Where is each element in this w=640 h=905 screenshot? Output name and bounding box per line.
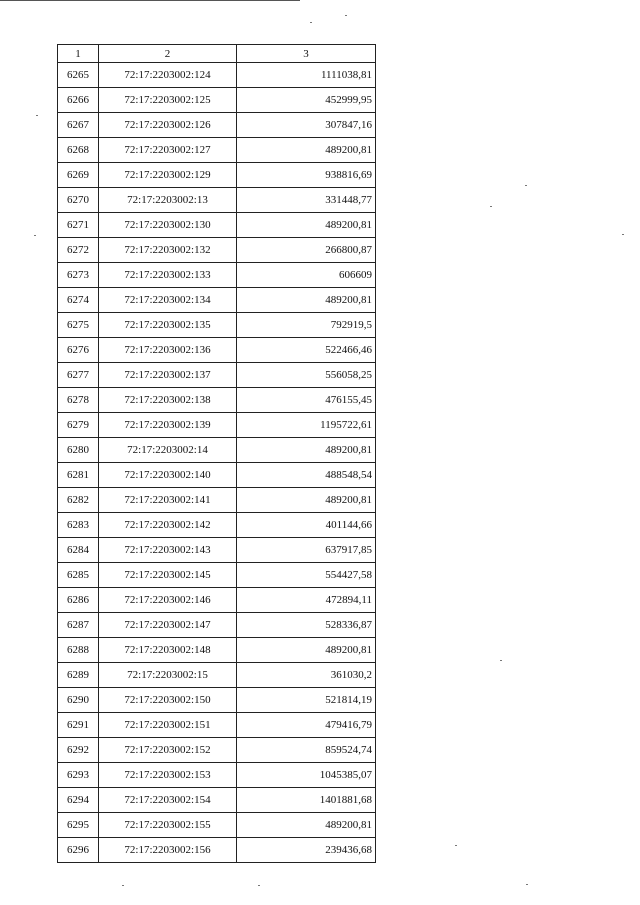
cadastral-number-cell: 72:17:2203002:133 (99, 263, 237, 288)
cadastral-value-cell: 556058,25 (237, 363, 376, 388)
cadastral-number-cell: 72:17:2203002:151 (99, 713, 237, 738)
cadastral-number-cell: 72:17:2203002:155 (99, 813, 237, 838)
cadastral-value-cell: 489200,81 (237, 438, 376, 463)
header-col-2: 2 (99, 45, 237, 63)
cadastral-value-cell: 452999,95 (237, 88, 376, 113)
scan-speck (258, 885, 260, 886)
cadastral-value-cell: 489200,81 (237, 138, 376, 163)
scan-speck (622, 234, 624, 235)
cadastral-number-cell: 72:17:2203002:126 (99, 113, 237, 138)
scan-speck (310, 22, 312, 23)
cadastral-number-cell: 72:17:2203002:130 (99, 213, 237, 238)
cadastral-value-cell: 266800,87 (237, 238, 376, 263)
table-row (58, 538, 376, 563)
table-row (58, 513, 376, 538)
table-row (58, 663, 376, 688)
row-number-cell: 6270 (58, 188, 99, 213)
table-row (58, 838, 376, 863)
row-number-cell: 6267 (58, 113, 99, 138)
table-row (58, 438, 376, 463)
row-number-cell: 6293 (58, 763, 99, 788)
table-row (58, 388, 376, 413)
cadastral-value-cell: 528336,87 (237, 613, 376, 638)
cadastral-number-cell: 72:17:2203002:143 (99, 538, 237, 563)
row-number-cell: 6286 (58, 588, 99, 613)
header-col-3: 3 (237, 45, 376, 63)
cadastral-value-cell: 606609 (237, 263, 376, 288)
cadastral-value-cell: 489200,81 (237, 638, 376, 663)
row-number-cell: 6283 (58, 513, 99, 538)
table-row (58, 338, 376, 363)
cadastral-number-cell: 72:17:2203002:14 (99, 438, 237, 463)
table-row (58, 263, 376, 288)
cadastral-number-cell: 72:17:2203002:129 (99, 163, 237, 188)
cadastral-value-cell: 522466,46 (237, 338, 376, 363)
cadastral-number-cell: 72:17:2203002:147 (99, 613, 237, 638)
row-number-cell: 6269 (58, 163, 99, 188)
cadastral-value-cell: 1401881,68 (237, 788, 376, 813)
table-row (58, 638, 376, 663)
header-col-1: 1 (58, 45, 99, 63)
table-row (58, 488, 376, 513)
scan-speck (526, 884, 528, 885)
scan-speck (490, 206, 492, 207)
cadastral-value-cell: 488548,54 (237, 463, 376, 488)
cadastral-number-cell: 72:17:2203002:142 (99, 513, 237, 538)
row-number-cell: 6266 (58, 88, 99, 113)
row-number-cell: 6280 (58, 438, 99, 463)
cadastral-number-cell: 72:17:2203002:135 (99, 313, 237, 338)
cadastral-number-cell: 72:17:2203002:154 (99, 788, 237, 813)
table-row (58, 738, 376, 763)
cadastral-number-cell: 72:17:2203002:140 (99, 463, 237, 488)
cadastral-number-cell: 72:17:2203002:15 (99, 663, 237, 688)
cadastral-value-cell: 489200,81 (237, 288, 376, 313)
cadastral-value-cell: 361030,2 (237, 663, 376, 688)
row-number-cell: 6279 (58, 413, 99, 438)
row-number-cell: 6296 (58, 838, 99, 863)
scan-speck (500, 660, 502, 661)
table-header (58, 45, 376, 63)
table-row (58, 88, 376, 113)
table-row (58, 613, 376, 638)
table-row (58, 238, 376, 263)
scan-speck (455, 845, 457, 846)
row-number-cell: 6288 (58, 638, 99, 663)
cadastral-number-cell: 72:17:2203002:141 (99, 488, 237, 513)
row-number-cell: 6295 (58, 813, 99, 838)
row-number-cell: 6282 (58, 488, 99, 513)
table-row (58, 563, 376, 588)
row-number-cell: 6275 (58, 313, 99, 338)
cadastral-number-cell: 72:17:2203002:124 (99, 63, 237, 88)
row-number-cell: 6276 (58, 338, 99, 363)
cadastral-number-cell: 72:17:2203002:134 (99, 288, 237, 313)
cadastral-number-cell: 72:17:2203002:139 (99, 413, 237, 438)
cadastral-number-cell: 72:17:2203002:137 (99, 363, 237, 388)
row-number-cell: 6272 (58, 238, 99, 263)
table-row (58, 288, 376, 313)
header-row (58, 45, 376, 63)
row-number-cell: 6284 (58, 538, 99, 563)
cadastral-number-cell: 72:17:2203002:127 (99, 138, 237, 163)
cadastral-value-cell: 938816,69 (237, 163, 376, 188)
scan-speck (34, 235, 36, 236)
row-number-cell: 6274 (58, 288, 99, 313)
row-number-cell: 6277 (58, 363, 99, 388)
cadastral-number-cell: 72:17:2203002:145 (99, 563, 237, 588)
cadastral-number-cell: 72:17:2203002:146 (99, 588, 237, 613)
table-row (58, 363, 376, 388)
table-body (58, 63, 376, 863)
cadastral-number-cell: 72:17:2203002:148 (99, 638, 237, 663)
scan-speck (525, 185, 527, 186)
page-top-rule (0, 0, 300, 1)
cadastral-value-cell: 479416,79 (237, 713, 376, 738)
cadastral-number-cell: 72:17:2203002:138 (99, 388, 237, 413)
row-number-cell: 6285 (58, 563, 99, 588)
cadastral-value-cell: 521814,19 (237, 688, 376, 713)
table-row (58, 63, 376, 88)
cadastral-number-cell: 72:17:2203002:136 (99, 338, 237, 363)
cadastral-value-cell: 1045385,07 (237, 763, 376, 788)
table-row (58, 163, 376, 188)
row-number-cell: 6292 (58, 738, 99, 763)
cadastral-value-cell: 637917,85 (237, 538, 376, 563)
table-row (58, 688, 376, 713)
row-number-cell: 6271 (58, 213, 99, 238)
scan-speck (345, 15, 347, 16)
table-row (58, 813, 376, 838)
cadastral-value-cell: 859524,74 (237, 738, 376, 763)
cadastral-number-cell: 72:17:2203002:132 (99, 238, 237, 263)
cadastral-value-cell: 489200,81 (237, 213, 376, 238)
row-number-cell: 6265 (58, 63, 99, 88)
cadastral-number-cell: 72:17:2203002:13 (99, 188, 237, 213)
table-row (58, 188, 376, 213)
row-number-cell: 6281 (58, 463, 99, 488)
cadastral-value-cell: 239436,68 (237, 838, 376, 863)
cadastral-value-cell: 331448,77 (237, 188, 376, 213)
table-row (58, 413, 376, 438)
cadastral-value-cell: 554427,58 (237, 563, 376, 588)
row-number-cell: 6268 (58, 138, 99, 163)
table-row (58, 588, 376, 613)
table-row (58, 113, 376, 138)
cadastral-value-cell: 307847,16 (237, 113, 376, 138)
cadastral-value-cell: 489200,81 (237, 813, 376, 838)
cadastral-value-cell: 1111038,81 (237, 63, 376, 88)
cadastral-number-cell: 72:17:2203002:156 (99, 838, 237, 863)
cadastral-number-cell: 72:17:2203002:153 (99, 763, 237, 788)
row-number-cell: 6294 (58, 788, 99, 813)
row-number-cell: 6287 (58, 613, 99, 638)
table-row (58, 463, 376, 488)
row-number-cell: 6273 (58, 263, 99, 288)
cadastral-number-cell: 72:17:2203002:125 (99, 88, 237, 113)
row-number-cell: 6289 (58, 663, 99, 688)
table-row (58, 788, 376, 813)
cadastral-value-cell: 1195722,61 (237, 413, 376, 438)
cadastral-value-cell: 792919,5 (237, 313, 376, 338)
scan-speck (36, 115, 38, 116)
table-row (58, 138, 376, 163)
table-row (58, 313, 376, 338)
cadastral-value-cell: 476155,45 (237, 388, 376, 413)
cadastral-value-cell: 401144,66 (237, 513, 376, 538)
table-row (58, 763, 376, 788)
cadastral-value-cell: 489200,81 (237, 488, 376, 513)
cadastral-value-cell: 472894,11 (237, 588, 376, 613)
row-number-cell: 6278 (58, 388, 99, 413)
table-row (58, 713, 376, 738)
cadastral-value-table (57, 44, 376, 863)
cadastral-number-cell: 72:17:2203002:150 (99, 688, 237, 713)
scan-speck (122, 885, 124, 886)
row-number-cell: 6290 (58, 688, 99, 713)
cadastral-number-cell: 72:17:2203002:152 (99, 738, 237, 763)
row-number-cell: 6291 (58, 713, 99, 738)
table-row (58, 213, 376, 238)
